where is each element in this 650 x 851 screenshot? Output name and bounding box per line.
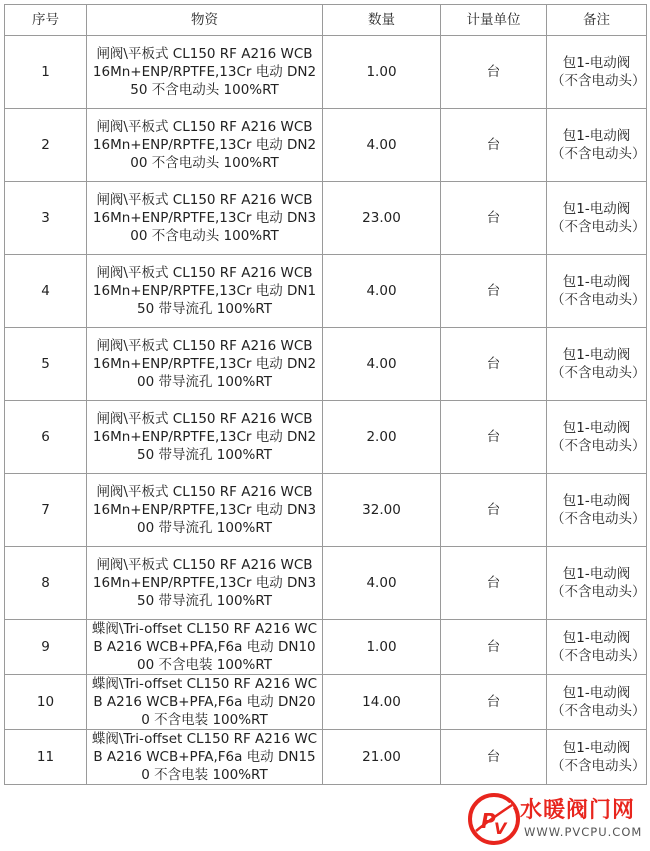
cell-material: 闸阀\平板式 CL150 RF A216 WCB 16Mn+ENP/RPTFE,13Cr 电动 DN250 不含电动头 100%RT [87,36,323,109]
watermark-domain: WWW.PVCPU.COM [524,825,643,839]
cell-remark: 包1-电动阀（不含电动头） [547,620,647,675]
table-row [5,401,647,474]
cell-unit: 台 [441,109,547,182]
table-row [5,547,647,620]
cell-remark: 包1-电动阀（不含电动头） [547,255,647,328]
cell-unit: 台 [441,36,547,109]
materials-table [4,4,647,785]
cell-remark: 包1-电动阀（不含电动头） [547,182,647,255]
cell-unit: 台 [441,328,547,401]
cell-seq: 3 [5,182,87,255]
cell-unit: 台 [441,547,547,620]
cell-material: 蝶阀\Tri-offset CL150 RF A216 WCB A216 WCB+PFA,F6a 电动 DN1000 不含电装 100%RT [87,620,323,675]
cell-remark: 包1-电动阀（不含电动头） [547,547,647,620]
cell-unit: 台 [441,730,547,785]
site-watermark [466,789,644,849]
cell-seq: 6 [5,401,87,474]
cell-remark: 包1-电动阀（不含电动头） [547,675,647,730]
cell-quantity: 2.00 [323,401,441,474]
cell-material: 闸阀\平板式 CL150 RF A216 WCB 16Mn+ENP/RPTFE,13Cr 电动 DN250 带导流孔 100%RT [87,401,323,474]
table-row [5,730,647,785]
cell-seq: 5 [5,328,87,401]
table-row [5,675,647,730]
table-row [5,474,647,547]
table-row [5,182,647,255]
cell-seq: 10 [5,675,87,730]
cell-material: 蝶阀\Tri-offset CL150 RF A216 WCB A216 WCB+PFA,F6a 电动 DN150 不含电装 100%RT [87,730,323,785]
table-row [5,36,647,109]
cell-material: 蝶阀\Tri-offset CL150 RF A216 WCB A216 WCB+PFA,F6a 电动 DN200 不含电装 100%RT [87,675,323,730]
cell-seq: 4 [5,255,87,328]
cell-unit: 台 [441,182,547,255]
cell-material: 闸阀\平板式 CL150 RF A216 WCB 16Mn+ENP/RPTFE,13Cr 电动 DN300 不含电动头 100%RT [87,182,323,255]
cell-remark: 包1-电动阀（不含电动头） [547,109,647,182]
cell-quantity: 23.00 [323,182,441,255]
table-row [5,620,647,675]
cell-unit: 台 [441,401,547,474]
svg-text:P: P [481,809,496,833]
header-quantity: 数量 [323,5,441,36]
cell-material: 闸阀\平板式 CL150 RF A216 WCB 16Mn+ENP/RPTFE,13Cr 电动 DN300 带导流孔 100%RT [87,474,323,547]
cell-quantity: 32.00 [323,474,441,547]
cell-material: 闸阀\平板式 CL150 RF A216 WCB 16Mn+ENP/RPTFE,13Cr 电动 DN200 带导流孔 100%RT [87,328,323,401]
cell-quantity: 1.00 [323,36,441,109]
cell-remark: 包1-电动阀（不含电动头） [547,328,647,401]
cell-quantity: 4.00 [323,547,441,620]
cell-quantity: 14.00 [323,675,441,730]
cell-seq: 2 [5,109,87,182]
header-material: 物资 [87,5,323,36]
header-remark: 备注 [547,5,647,36]
cell-seq: 11 [5,730,87,785]
table-row [5,255,647,328]
header-seq: 序号 [5,5,87,36]
table-row [5,109,647,182]
cell-seq: 1 [5,36,87,109]
cell-remark: 包1-电动阀（不含电动头） [547,401,647,474]
watermark-brand: 水暖阀门网 [520,798,636,823]
header-unit: 计量单位 [441,5,547,36]
table-header-row [5,5,647,36]
cell-unit: 台 [441,255,547,328]
cell-quantity: 1.00 [323,620,441,675]
cell-quantity: 4.00 [323,328,441,401]
cell-seq: 8 [5,547,87,620]
cell-quantity: 21.00 [323,730,441,785]
cell-remark: 包1-电动阀（不含电动头） [547,730,647,785]
svg-text:V: V [494,819,507,838]
cell-material: 闸阀\平板式 CL150 RF A216 WCB 16Mn+ENP/RPTFE,13Cr 电动 DN200 不含电动头 100%RT [87,109,323,182]
cell-seq: 7 [5,474,87,547]
cell-quantity: 4.00 [323,255,441,328]
cell-unit: 台 [441,620,547,675]
table-row [5,328,647,401]
cell-quantity: 4.00 [323,109,441,182]
pv-logo-icon [466,791,522,847]
cell-material: 闸阀\平板式 CL150 RF A216 WCB 16Mn+ENP/RPTFE,13Cr 电动 DN150 带导流孔 100%RT [87,255,323,328]
cell-seq: 9 [5,620,87,675]
cell-unit: 台 [441,675,547,730]
cell-material: 闸阀\平板式 CL150 RF A216 WCB 16Mn+ENP/RPTFE,13Cr 电动 DN350 带导流孔 100%RT [87,547,323,620]
cell-remark: 包1-电动阀（不含电动头） [547,474,647,547]
cell-remark: 包1-电动阀（不含电动头） [547,36,647,109]
cell-unit: 台 [441,474,547,547]
